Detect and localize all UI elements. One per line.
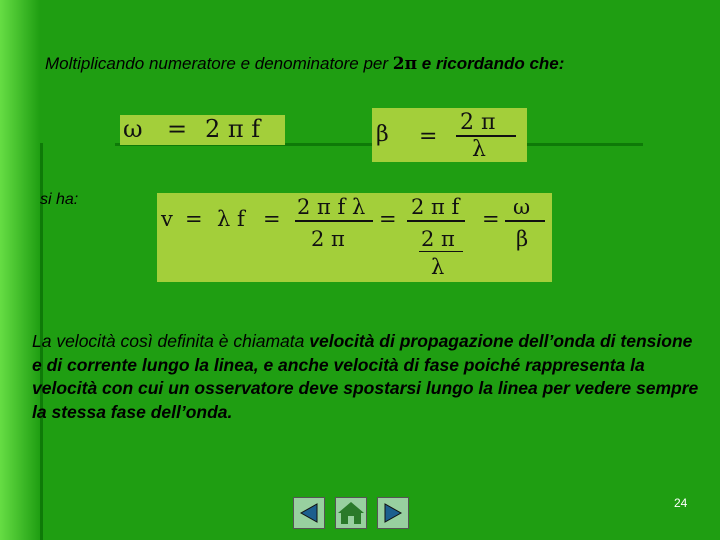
- paragraph-bold: velocità di propagazione dell’onda di tensione e di corrente lungo la linea, e anche velocità di fase poiché rappresenta la velocità con cui un osservatore deve spostarsi lungo la linea per vedere sempre la stessa fase dell’onda.: [32, 331, 699, 422]
- previous-button[interactable]: [293, 497, 325, 529]
- equals-sign-2: =: [263, 207, 281, 231]
- fraction3-denominator: β: [516, 227, 529, 251]
- intro-text-start: Moltiplicando numeratore e denominatore per: [45, 54, 393, 73]
- beta-symbol: β: [376, 122, 389, 147]
- fraction1-bar: [295, 220, 373, 222]
- fraction-bar: [456, 135, 516, 137]
- equals-sign-1: =: [185, 207, 203, 231]
- explanation-paragraph: [32, 330, 702, 424]
- beta-numerator: 2 π: [460, 110, 496, 135]
- intro-text-end: e ricordando che:: [417, 54, 565, 73]
- fraction1-denominator: 2 π: [311, 227, 345, 251]
- home-button[interactable]: [335, 497, 367, 529]
- fraction2-inner-numerator: 2 π: [421, 227, 455, 251]
- formula-beta: [372, 108, 527, 162]
- formula-velocity: [157, 193, 552, 282]
- left-gradient-band: [0, 0, 40, 540]
- page-number: 24: [674, 496, 688, 510]
- equals-sign: =: [419, 124, 438, 149]
- home-icon: [337, 500, 365, 526]
- paragraph-intro: La velocità così definita è chiamata: [32, 331, 310, 351]
- fraction2-bar: [407, 220, 465, 222]
- next-button[interactable]: [377, 497, 409, 529]
- equals-sign-4: =: [482, 207, 500, 231]
- equals-sign-3: =: [379, 207, 397, 231]
- fraction2-inner-bar: [419, 251, 463, 252]
- lambda-f: λ f: [217, 207, 245, 231]
- triangle-left-icon: [298, 502, 320, 524]
- v-symbol: v: [161, 207, 173, 231]
- formula-omega: [120, 115, 285, 145]
- fraction2-numerator: 2 π f: [411, 195, 460, 219]
- beta-denominator: λ: [472, 137, 486, 162]
- si-ha-label: si ha:: [40, 191, 79, 208]
- fraction3-numerator: ω: [513, 195, 531, 219]
- fraction3-bar: [505, 220, 545, 222]
- two-pi-symbol: 2π: [392, 54, 418, 74]
- intro-text: [45, 54, 564, 74]
- omega-rhs: 2 π f: [205, 115, 261, 143]
- triangle-right-icon: [382, 502, 404, 524]
- fraction2-inner-denominator: λ: [431, 255, 445, 279]
- omega-symbol: ω: [123, 115, 143, 143]
- fraction1-numerator: 2 π f λ: [297, 195, 366, 219]
- equals-sign: =: [167, 115, 188, 143]
